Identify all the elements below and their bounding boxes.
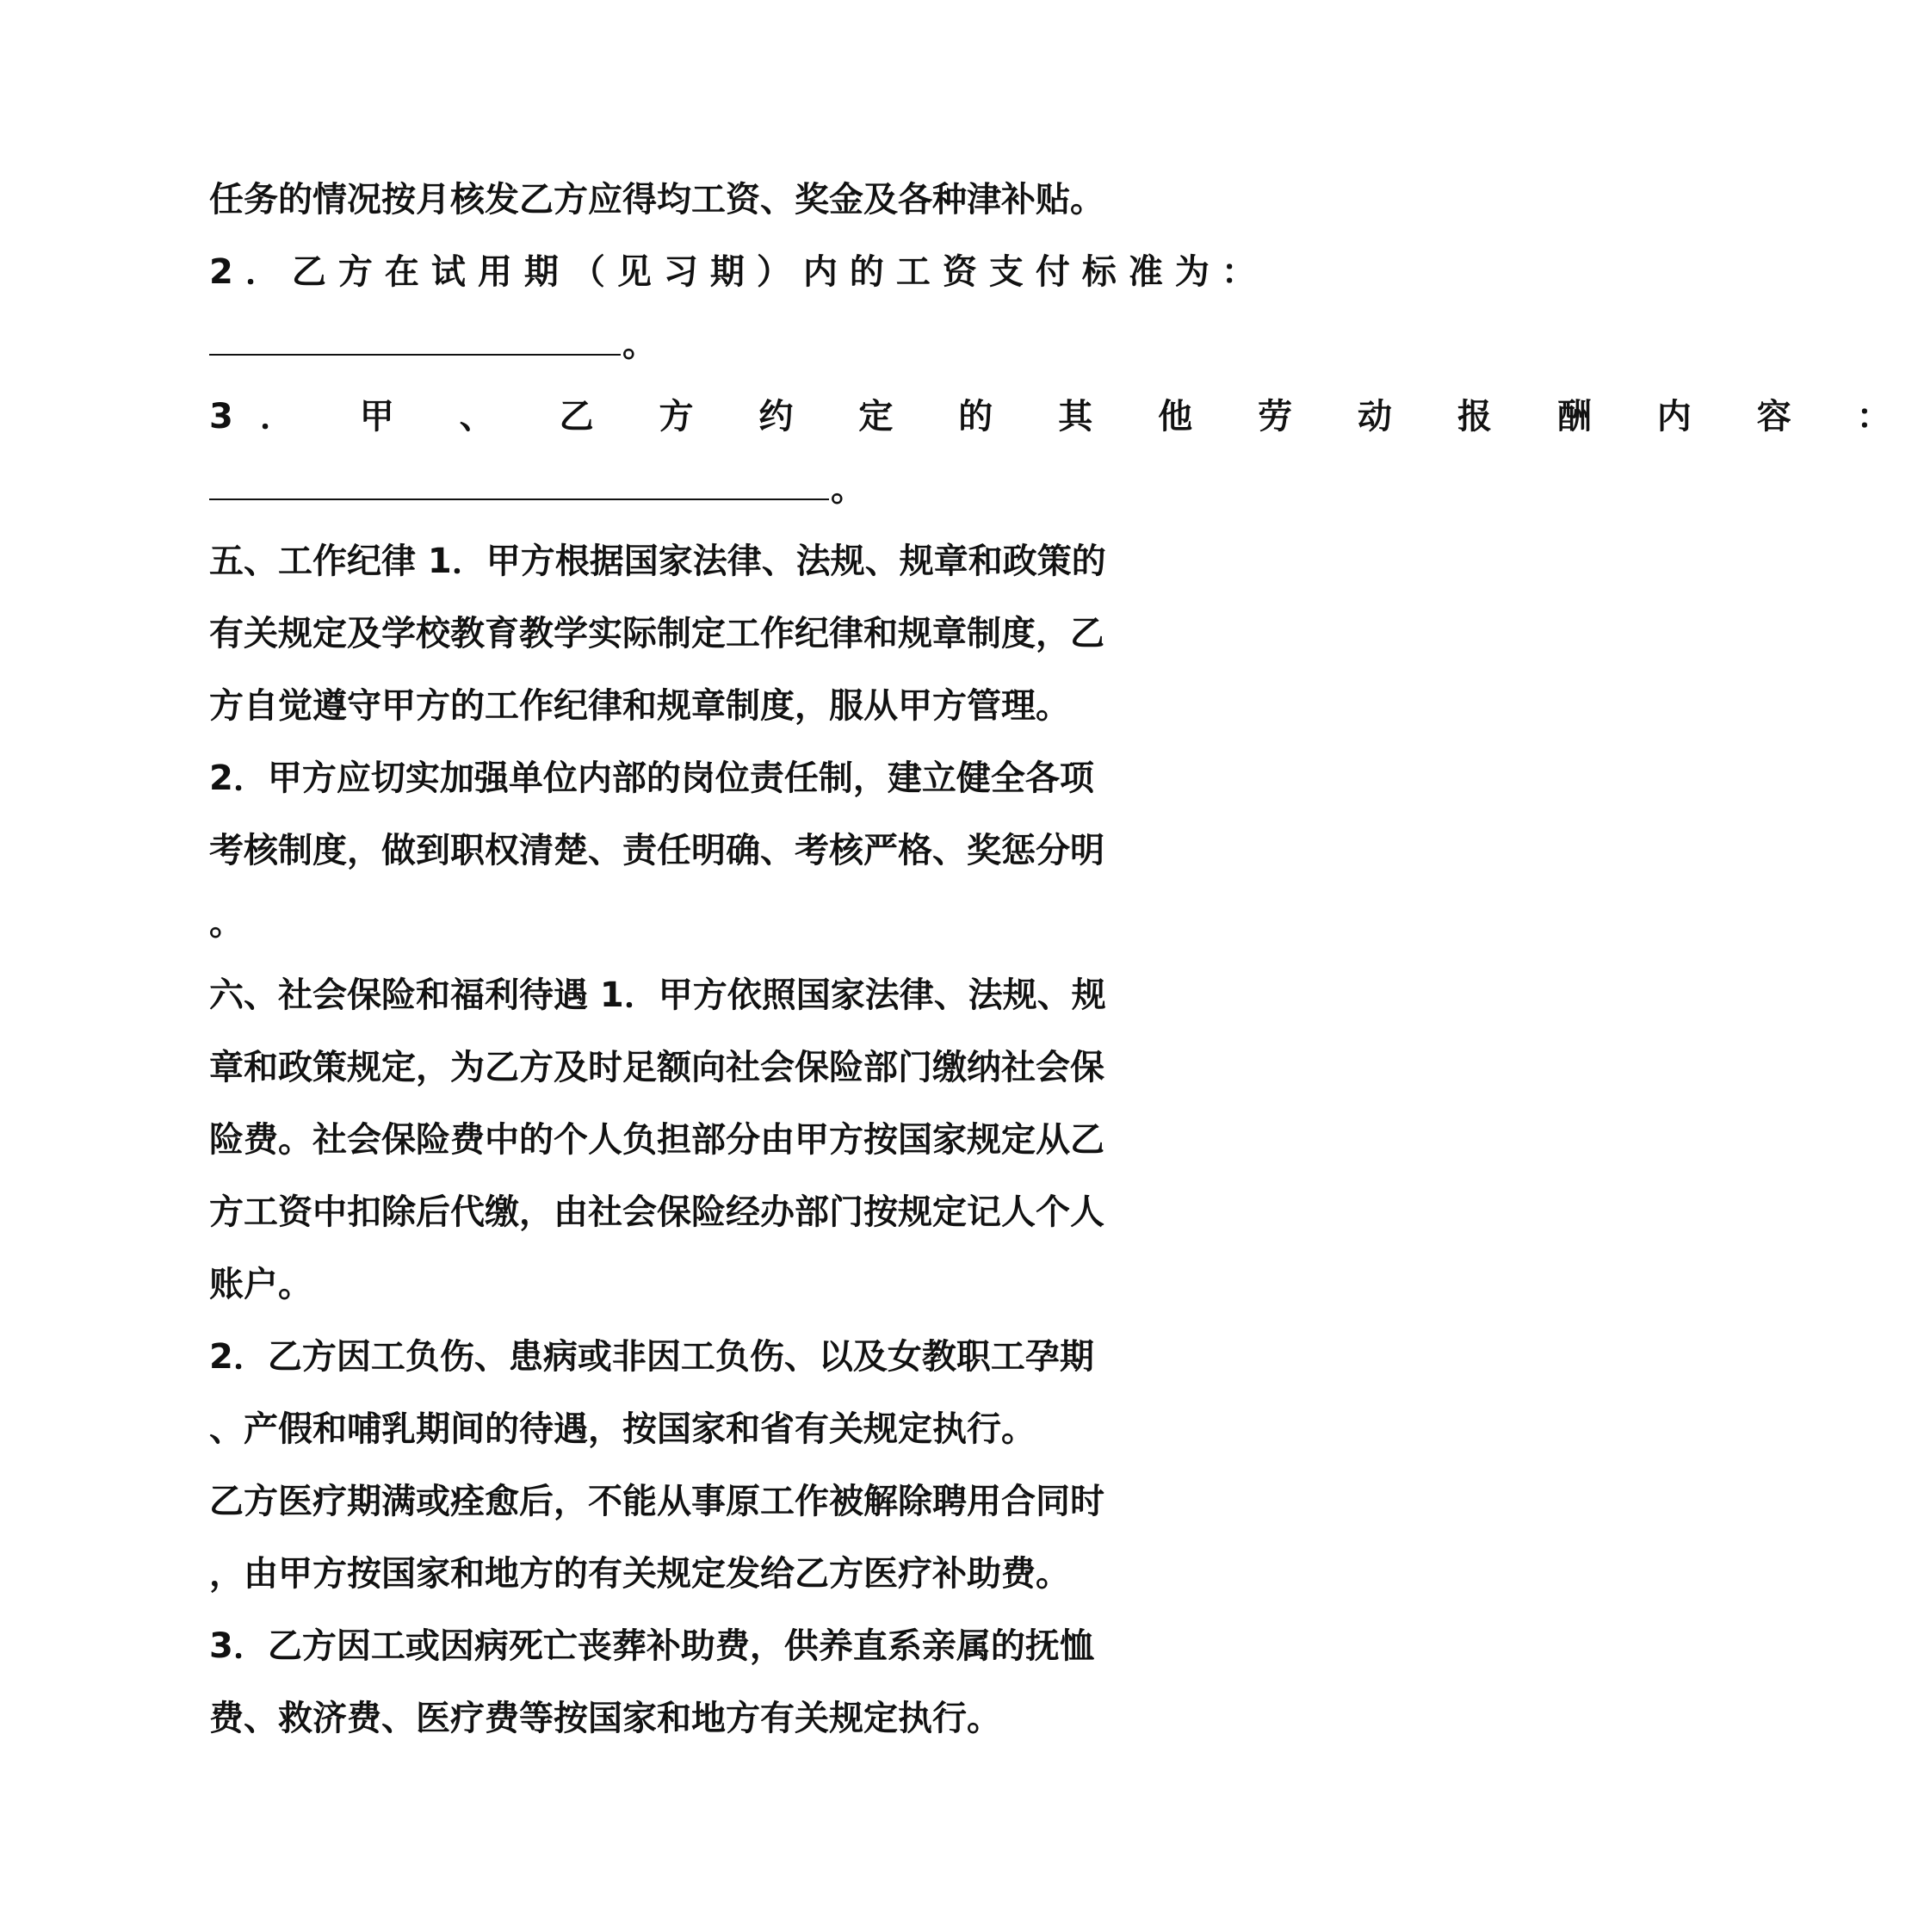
text-line: 方自觉遵守甲方的工作纪律和规章制度，服从甲方管理。: [209, 686, 1070, 726]
text-line: 3．乙方因工或因病死亡丧葬补助费，供养直系亲属的抚恤: [209, 1626, 1094, 1666]
text-line: 章和政策规定，为乙方及时足额向社会保险部门缴纳社会保: [209, 1048, 1104, 1087]
text-line: 2．甲方应切实加强单位内部的岗位责任制，建立健全各项: [209, 759, 1094, 798]
text-line: 六、社会保险和福利待遇 1．甲方依照国家法律、法规、规: [209, 975, 1106, 1015]
text-line: 有关规定及学校教育教学实际制定工作纪律和规章制度，乙: [209, 614, 1104, 653]
fill-in-blank-line: [209, 308, 1171, 381]
blank-underline: [209, 473, 829, 500]
text-line: 五、工作纪律 1．甲方根据国家法律、法规、规章和政策的: [209, 542, 1106, 581]
text-line: 2．乙方在试用期（见习期）内的工资支付标准为：: [209, 252, 1268, 292]
text-line: ，由甲方按国家和地方的有关规定发给乙方医疗补助费。: [209, 1554, 1070, 1594]
document-body: [209, 164, 1918, 1755]
text-line: 账户。: [209, 1265, 312, 1304]
text-line: 任务的情况按月核发乙方应得均工资、奖金及各种津补贴。: [209, 180, 1104, 220]
text-line: 费、救济费、医疗费等按国家和地方有关规定执行。: [209, 1699, 1001, 1738]
text-line: 3． 甲 、 乙 方 约 定 的 其 他 劳 动 报 酬 内 容 ：: [209, 397, 1918, 437]
text-line: 、产假和哺乳期间的待遇，按国家和省有关规定执行。: [209, 1409, 1036, 1449]
text-line: 2．乙方因工负伤、患病或非因工负伤、以及女教职工孕期: [209, 1337, 1094, 1377]
blank-underline: [209, 328, 621, 356]
text-line: 险费。社会保险费中的个人负担部分由甲方按国家规定从乙: [209, 1120, 1104, 1160]
text-line: 方工资中扣除后代缴，由社会保险经办部门按规定记人个人: [209, 1192, 1104, 1232]
text-line: 考核制度，做到职权清楚、责任明确、考核严格、奖惩分明: [209, 831, 1104, 870]
blank-line-suffix: 。: [622, 325, 657, 364]
text-line: 乙方医疗期满或痊愈后，不能从事原工作被解除聘用合同时: [209, 1482, 1104, 1521]
text-line: 。: [209, 903, 244, 943]
fill-in-blank-line: [209, 453, 1171, 525]
blank-line-suffix: 。: [831, 469, 865, 509]
